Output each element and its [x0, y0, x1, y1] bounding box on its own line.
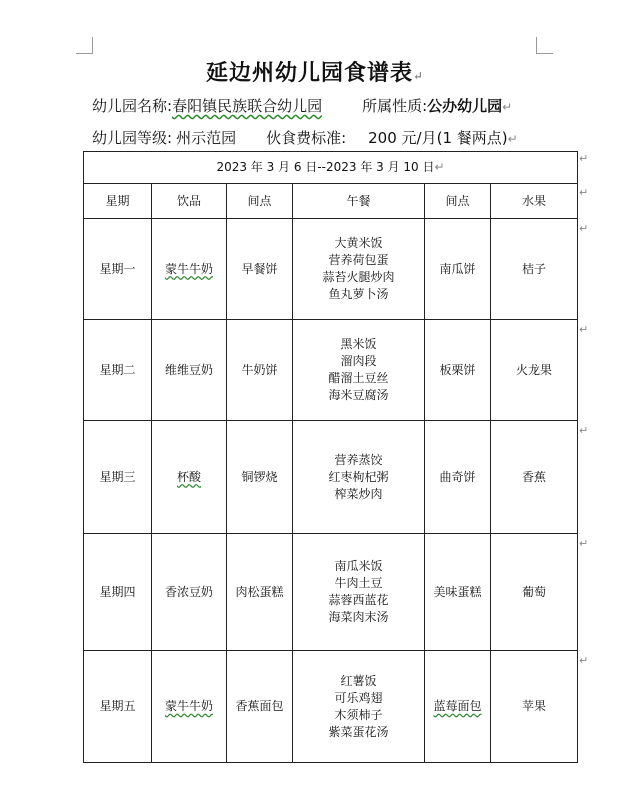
header-snack-2: 间点	[425, 184, 491, 219]
day-cell: 星期五	[84, 651, 152, 763]
lunch-dish: 蒜蓉西蓝花	[328, 593, 389, 607]
snack-2-cell: 蓝莓面包	[425, 651, 491, 763]
lunch-dish: 大黄米饭	[334, 236, 383, 250]
lunch-dish: 醋溜土豆丝	[328, 371, 389, 385]
lunch-dish: 营养荷包蛋	[328, 253, 389, 267]
day-cell: 星期三	[84, 421, 152, 534]
lunch-dish: 红枣枸杞粥	[328, 469, 389, 484]
header-day: 星期	[84, 184, 152, 219]
lunch-cell	[293, 320, 425, 421]
drink-cell: 维维豆奶	[152, 320, 227, 421]
lunch-cell	[293, 651, 425, 763]
table-row	[84, 219, 578, 320]
drink-cell: 杯酸	[152, 421, 227, 534]
paragraph-mark: ↵	[579, 537, 589, 550]
paragraph-mark: ↵	[579, 222, 589, 235]
snack-2-cell: 南瓜饼	[425, 219, 491, 320]
lunch-dish: 溜肉段	[340, 354, 377, 368]
level-label: 幼儿园等级:	[92, 129, 173, 147]
lunch-cell	[293, 421, 425, 534]
paragraph-mark: ↵	[579, 152, 589, 165]
level-value: 州示范园	[176, 129, 237, 147]
kindergarten-name-value: 春阳镇民族联合幼儿园	[172, 97, 323, 115]
drink-cell: 香浓豆奶	[152, 534, 227, 651]
header-drink: 饮品	[152, 184, 227, 219]
fruit-cell: 苹果	[491, 651, 578, 763]
info-line-2: 幼儿园等级: 州示范园 伙食费标准: 200 元/月(1 餐两点)↵	[92, 129, 518, 147]
lunch-dish: 红薯饭	[340, 673, 377, 688]
menu-table	[83, 151, 578, 763]
lunch-cell	[293, 219, 425, 320]
lunch-cell	[293, 534, 425, 651]
header-row	[84, 184, 578, 219]
lunch-dish: 紫菜蛋花汤	[328, 724, 389, 739]
table-row	[84, 651, 578, 763]
nature-value: 公办幼儿园	[427, 97, 503, 115]
snack-1-cell: 铜锣烧	[227, 421, 293, 534]
lunch-dish: 牛肉土豆	[334, 576, 383, 590]
table-row	[84, 320, 578, 421]
lunch-dish: 海米豆腐汤	[328, 388, 389, 402]
lunch-dish: 营养蒸饺	[334, 452, 383, 467]
paragraph-mark: ↵	[579, 186, 589, 199]
fee-label: 伙食费标准:	[266, 129, 347, 147]
fruit-cell: 桔子	[491, 219, 578, 320]
fruit-cell: 香蕉	[491, 421, 578, 534]
drink-cell: 蒙牛牛奶	[152, 651, 227, 763]
snack-2-cell: 曲奇饼	[425, 421, 491, 534]
lunch-dish: 榨菜炒肉	[334, 486, 383, 501]
fruit-cell: 火龙果	[491, 320, 578, 421]
lunch-dish: 黑米饭	[340, 337, 377, 351]
snack-1-cell: 肉松蛋糕	[227, 534, 293, 651]
fee-value: 200 元/月(1 餐两点)	[368, 129, 508, 147]
page-corner-mark-right	[536, 37, 553, 54]
header-lunch: 午餐	[293, 184, 425, 219]
info-line-1: 幼儿园名称:春阳镇民族联合幼儿园 所属性质:公办幼儿园↵	[92, 97, 513, 115]
paragraph-mark: ↵	[579, 323, 589, 336]
lunch-dish: 可乐鸡翅	[334, 690, 383, 705]
lunch-dish: 鱼丸萝卜汤	[328, 287, 389, 301]
header-snack-1: 间点	[227, 184, 293, 219]
page-corner-mark-left	[76, 37, 93, 54]
table-row	[84, 421, 578, 534]
lunch-dish: 木须柿子	[334, 707, 383, 722]
drink-cell: 蒙牛牛奶	[152, 219, 227, 320]
snack-2-cell: 美味蛋糕	[425, 534, 491, 651]
kindergarten-name-label: 幼儿园名称:	[92, 97, 173, 115]
lunch-dish: 南瓜米饭	[334, 559, 383, 573]
snack-2-cell: 板栗饼	[425, 320, 491, 421]
nature-label: 所属性质:	[362, 97, 428, 115]
lunch-dish: 海菜肉末汤	[328, 610, 389, 624]
fruit-cell: 葡萄	[491, 534, 578, 651]
day-cell: 星期一	[84, 219, 152, 320]
snack-1-cell: 早餐饼	[227, 219, 293, 320]
document-title: 延边州幼儿园食谱表↵	[205, 60, 425, 86]
lunch-dish: 蒜苔火腿炒肉	[322, 270, 395, 284]
day-cell: 星期四	[84, 534, 152, 651]
paragraph-mark: ↵	[579, 424, 589, 437]
snack-1-cell: 香蕉面包	[227, 651, 293, 763]
snack-1-cell: 牛奶饼	[227, 320, 293, 421]
header-fruit: 水果	[491, 184, 578, 219]
table-row	[84, 534, 578, 651]
day-cell: 星期二	[84, 320, 152, 421]
paragraph-mark: ↵	[579, 654, 589, 667]
date-range: 2023 年 3 月 6 日--2023 年 3 月 10 日↵	[84, 152, 578, 184]
